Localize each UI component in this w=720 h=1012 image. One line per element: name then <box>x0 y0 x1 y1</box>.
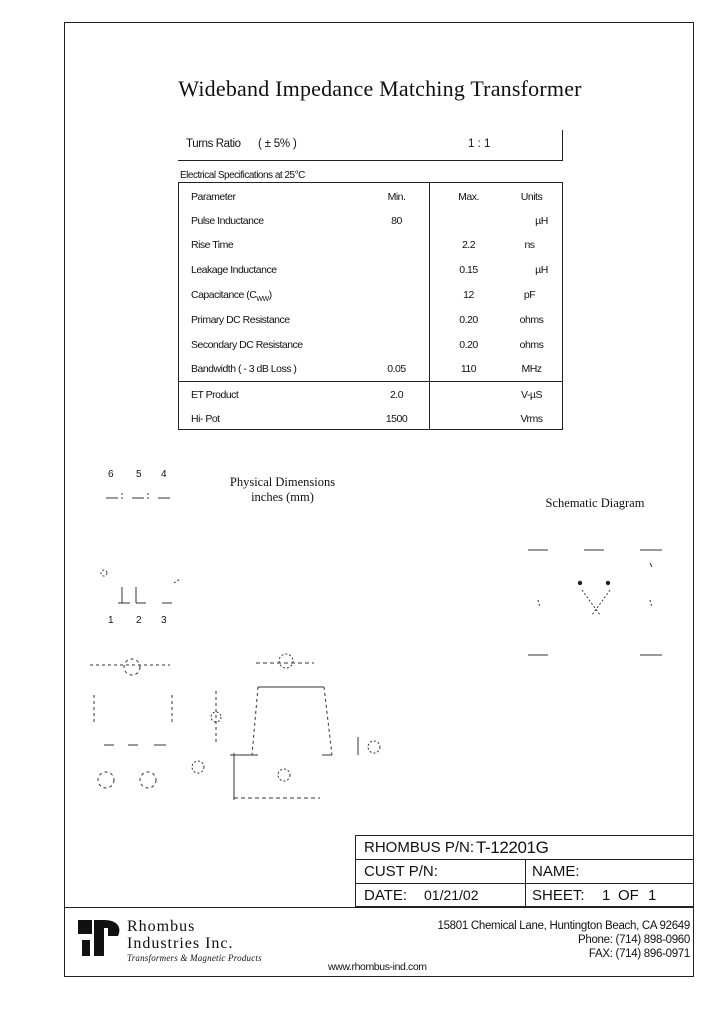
row-units: µH <box>535 264 548 276</box>
rhombus-logo-icon <box>78 918 122 960</box>
row-parameter: Rise Time <box>191 239 234 251</box>
sheet-of: OF <box>618 887 639 904</box>
company-address <box>437 919 690 961</box>
col-units: Units <box>520 191 543 203</box>
col-parameter: Parameter <box>191 191 236 203</box>
col-min: Min. <box>387 191 406 203</box>
cust-cell <box>356 860 526 883</box>
company-name-line-2: Industries Inc. <box>127 935 234 952</box>
row-max: 2.2 <box>461 239 476 251</box>
table-row <box>179 261 562 281</box>
row-min: 1500 <box>385 413 408 425</box>
spec-header-row <box>179 188 562 208</box>
col-max: Max. <box>458 191 479 203</box>
drawing-sketches <box>70 455 694 825</box>
cust-pn-label: CUST P/N: <box>364 863 438 880</box>
table-row <box>179 236 562 256</box>
pin-1-label: 1 <box>108 615 114 626</box>
row-max: 110 <box>460 363 477 375</box>
row-units: ohms <box>519 314 544 326</box>
turns-ratio-label: Turns Ratio <box>186 138 241 150</box>
pin-4-label: 4 <box>161 469 167 480</box>
capacitance-label: Capacitance (C <box>191 289 257 301</box>
footer-divider <box>64 907 694 908</box>
phone-number: Phone: (714) 898-0960 <box>578 934 690 946</box>
drawings-area <box>70 455 694 825</box>
row-parameter <box>191 289 272 303</box>
document-title: Wideband Impedance Matching Transformer <box>178 76 582 101</box>
physical-dimensions-units: inches (mm) <box>251 490 314 504</box>
date-value: 01/21/02 <box>424 887 479 903</box>
row-units: MHz <box>521 363 542 375</box>
table-row <box>179 311 562 331</box>
row-min: 2.0 <box>389 389 404 401</box>
table-row <box>179 336 562 356</box>
name-label: NAME: <box>532 863 580 880</box>
row-units: ohms <box>519 339 544 351</box>
row-min: 0.05 <box>387 363 406 375</box>
footprint-side-view <box>90 659 172 788</box>
row-units: µH <box>535 215 548 227</box>
row-units: Vrms <box>520 413 543 425</box>
spec-table <box>178 182 563 430</box>
company-name-line-1: Rhombus <box>127 918 196 935</box>
fax-number: FAX: (714) 896-0971 <box>588 948 690 960</box>
table-row <box>179 386 562 406</box>
company-block <box>127 918 262 963</box>
physical-dimensions-title: Physical Dimensions <box>229 475 336 489</box>
row-max: 0.20 <box>459 314 478 326</box>
table-row <box>179 360 562 380</box>
row-min: 80 <box>391 215 402 227</box>
sheet-label: SHEET: <box>532 887 585 904</box>
row-units: pF <box>523 289 536 301</box>
row-max: 12 <box>463 289 474 301</box>
turns-ratio-value: 1 : 1 <box>468 138 491 150</box>
table-row <box>179 410 562 430</box>
turns-ratio-box <box>178 130 563 161</box>
date-cell <box>356 884 526 908</box>
row-max: 0.15 <box>459 264 478 276</box>
footprint-top-view <box>101 493 180 603</box>
pin-2-label: 2 <box>136 615 142 626</box>
capacitance-subscript: WW <box>256 296 269 304</box>
part-number-label: RHOMBUS P/N: <box>364 839 475 856</box>
sheet-total: 1 <box>648 887 657 904</box>
table-row <box>179 212 562 232</box>
schematic-diagram-label: Schematic Diagram <box>545 496 645 510</box>
part-number-row <box>356 836 694 860</box>
part-number-value: T-12201G <box>476 838 549 857</box>
row-parameter: Leakage Inductance <box>191 264 277 276</box>
row-parameter: ET Product <box>191 389 239 401</box>
row-parameter: Hi- Pot <box>191 413 220 425</box>
table-row <box>179 286 562 306</box>
component-body-view <box>192 654 380 800</box>
sheet-number: 1 <box>602 887 611 904</box>
street-address: 15801 Chemical Lane, Huntington Beach, CA 92649 <box>437 920 690 932</box>
turns-ratio-tolerance: ( ± 5% ) <box>258 138 297 150</box>
spec-heading: Electrical Specifications at 25°C <box>180 170 305 181</box>
capacitance-close: ) <box>268 289 272 301</box>
row-parameter: Bandwidth ( - 3 dB Loss ) <box>191 363 297 375</box>
row-units: V-µS <box>521 389 542 401</box>
row-max: 0.20 <box>459 339 478 351</box>
row-parameter: Pulse Inductance <box>191 215 264 227</box>
cust-name-row <box>356 860 694 884</box>
row-units: ns <box>524 239 535 251</box>
pin-5-label: 5 <box>136 469 142 480</box>
date-label: DATE: <box>364 887 408 904</box>
schematic-polarity-dots <box>578 581 610 585</box>
website-link[interactable]: www.rhombus-ind.com <box>328 961 427 973</box>
row-parameter: Secondary DC Resistance <box>191 339 303 351</box>
pin-6-label: 6 <box>108 469 114 480</box>
schematic-sketch <box>528 550 662 655</box>
pin-3-label: 3 <box>161 615 167 626</box>
title-block <box>355 835 694 907</box>
company-tagline: Transformers & Magnetic Products <box>127 953 262 963</box>
date-sheet-row <box>356 884 694 908</box>
row-parameter: Primary DC Resistance <box>191 314 290 326</box>
